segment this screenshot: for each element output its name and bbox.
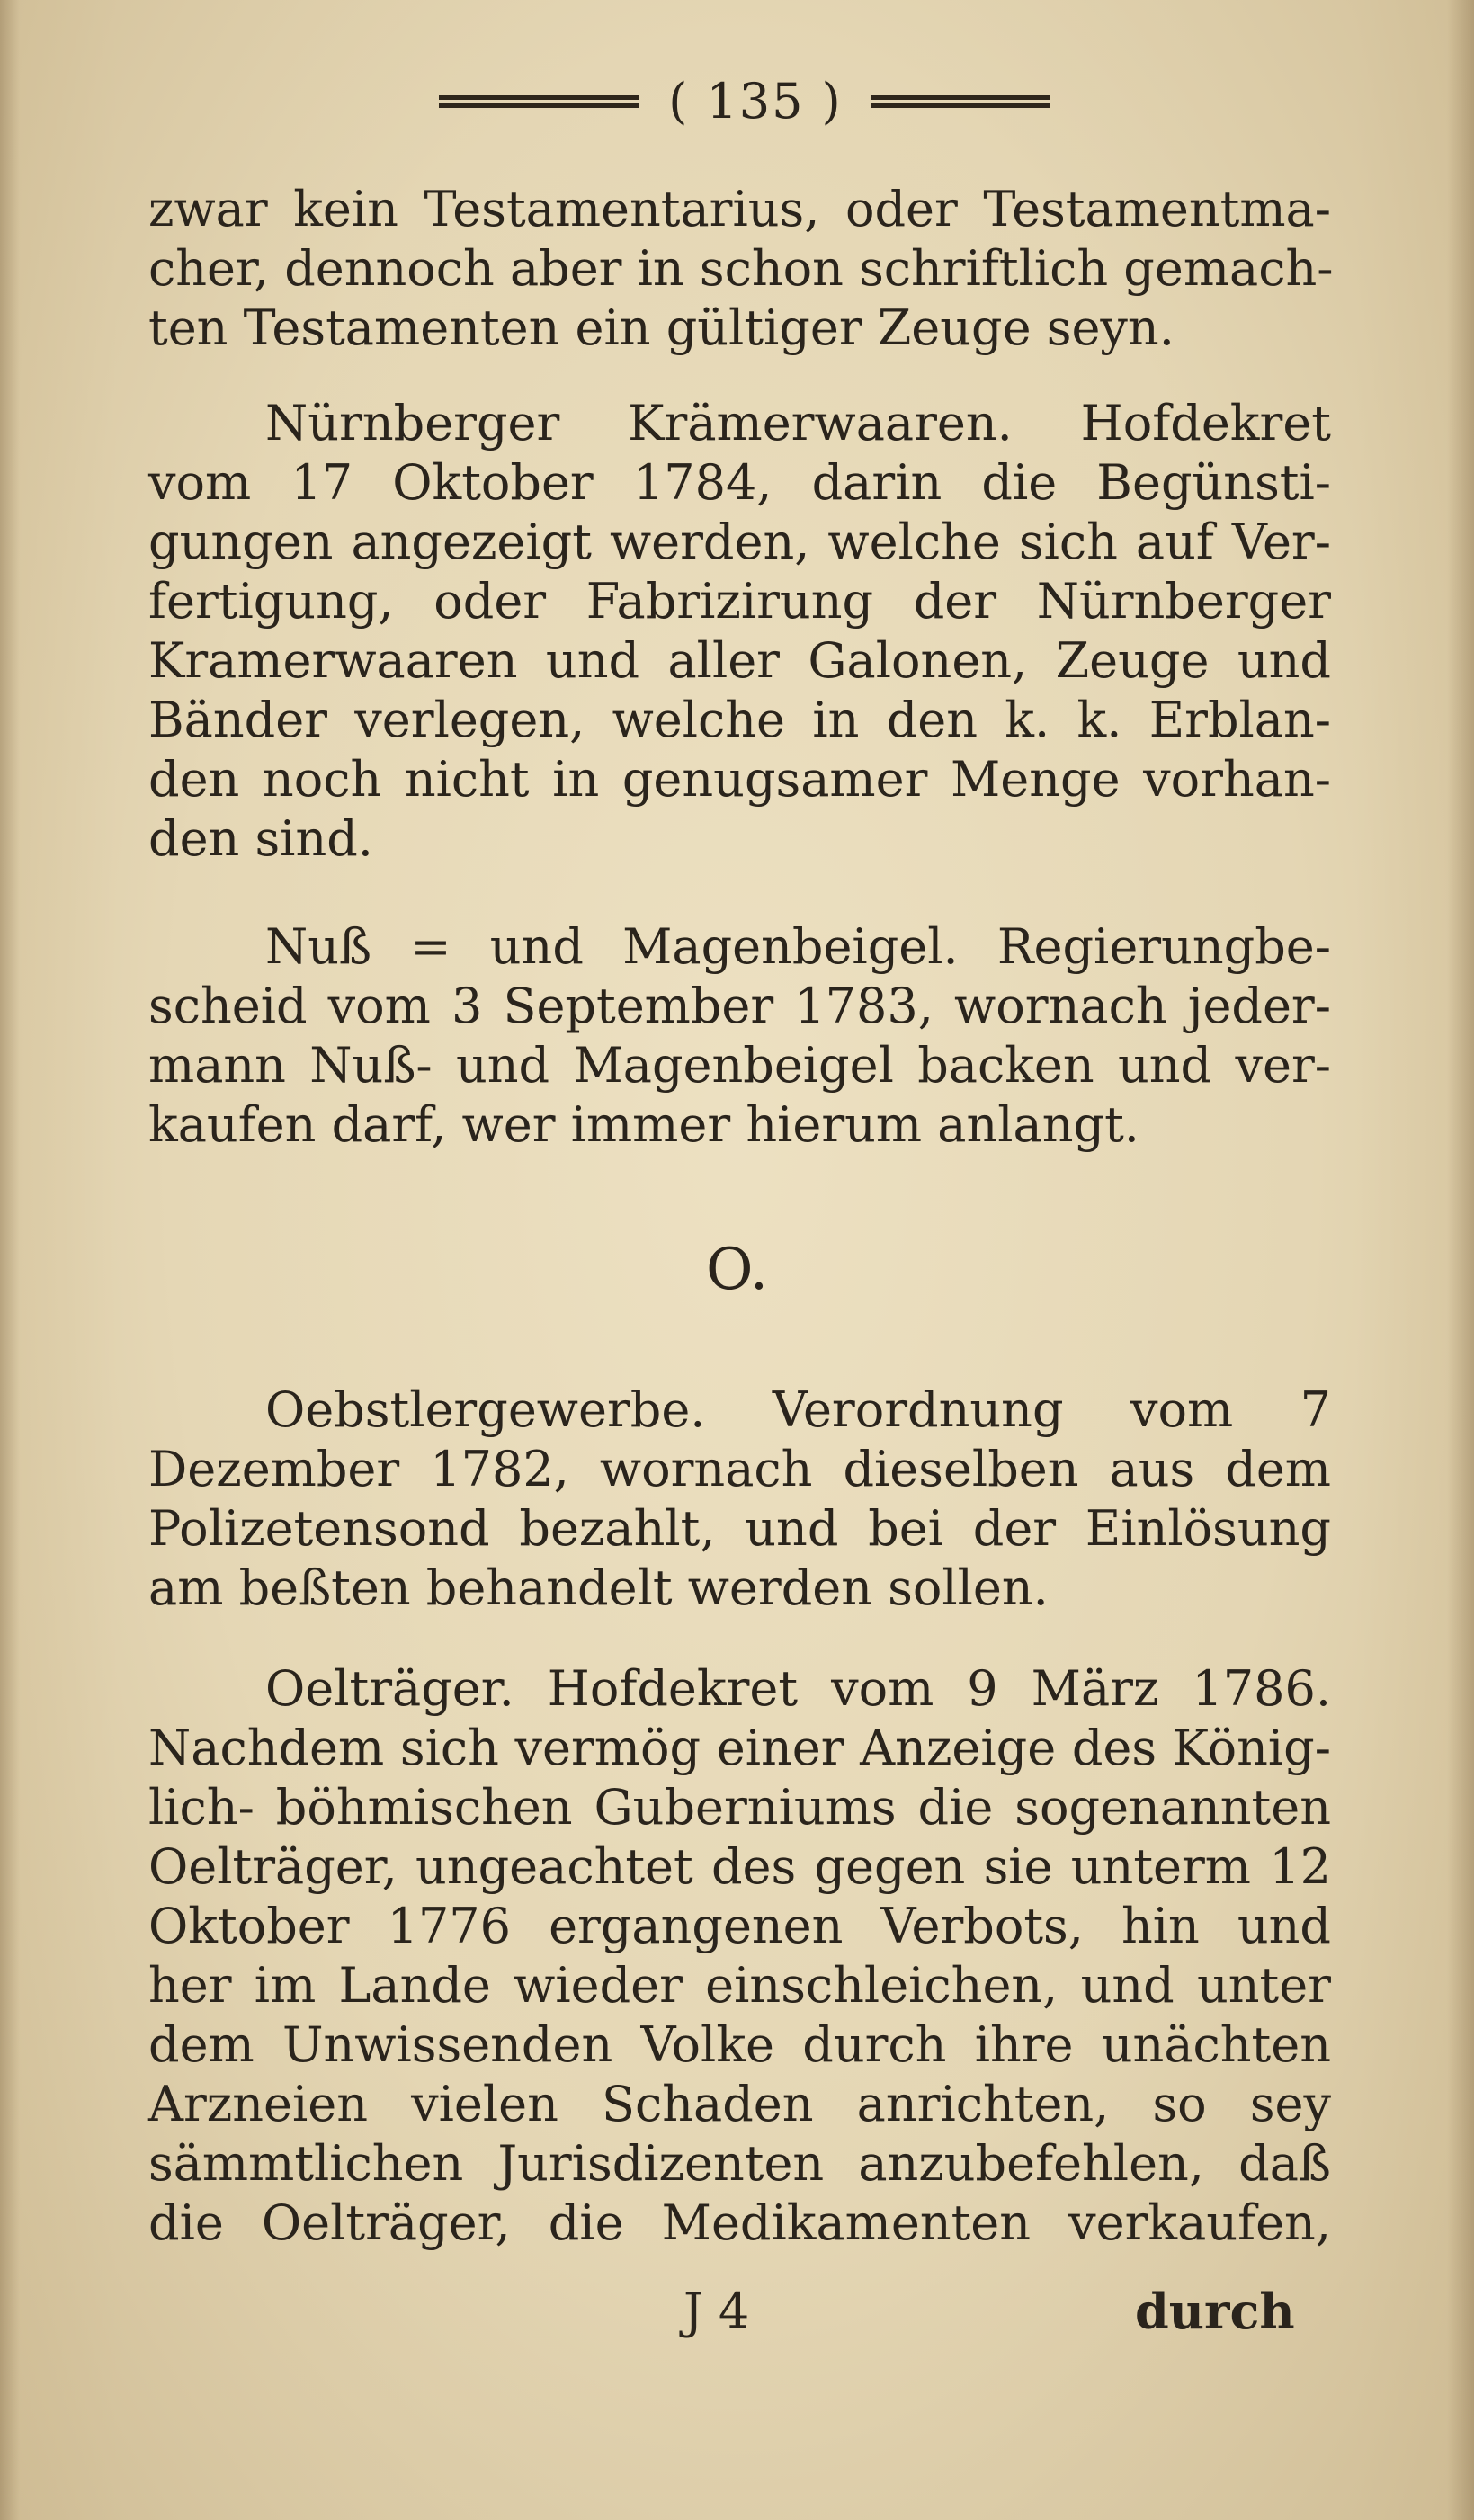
text-line: fertigung, oder Fabrizirung der Nürnberger <box>148 573 1331 630</box>
text-line: ten Testamenten ein gültiger Zeuge seyn. <box>148 299 1175 356</box>
text-line: her im Lande wieder einschleichen, und unter <box>148 1957 1331 2014</box>
page-header <box>0 70 1474 133</box>
text-line: Nuß = und Magenbeigel. Regierungbe- <box>265 918 1331 975</box>
text-line: Nürnberger Krämerwaaren. Hofdekret <box>265 395 1331 451</box>
text-line: lich- böhmischen Guberniums die sogenannten <box>148 1779 1331 1836</box>
text-line: Oebstlergewerbe. Verordnung vom 7 <box>265 1381 1331 1438</box>
text-line: dem Unwissenden Volke durch ihre unächten <box>148 2016 1331 2073</box>
text-line: Arzneien vielen Schaden anrichten, so sey <box>148 2076 1331 2132</box>
catchword: durch <box>1135 2283 1295 2340</box>
page-number: ( 135 ) <box>668 73 843 130</box>
paragraph-5 <box>148 1659 1331 2253</box>
text-line: Polizetensond bezahlt, und bei der Einlösung <box>148 1500 1331 1557</box>
text-line: den noch nicht in genugsamer Menge vorhan- <box>148 751 1331 808</box>
paragraph-1 <box>148 180 1334 358</box>
text-line: die Oelträger, die Medikamenten verkaufen, <box>148 2194 1331 2251</box>
text-line: Dezember 1782, wornach dieselben aus dem <box>148 1441 1331 1497</box>
text-line: Bänder verlegen, welche in den k. k. Erblan- <box>148 692 1331 748</box>
text-line: sämmtlichen Jurisdizenten anzubefehlen, daß <box>148 2135 1331 2192</box>
section-heading: O. <box>705 1237 769 1303</box>
paragraph-4 <box>148 1381 1331 1618</box>
text-line: scheid vom 3 September 1783, wornach jeder- <box>148 978 1331 1034</box>
header-rule-left <box>439 95 639 108</box>
text-line: Oktober 1776 ergangenen Verbots, hin und <box>148 1898 1331 1954</box>
text-line: Oelträger, ungeachtet des gegen sie unterm 12 <box>148 1838 1331 1895</box>
text-line: Oelträger. Hofdekret vom 9 März 1786. <box>265 1660 1331 1717</box>
text-line: vom 17 Oktober 1784, darin die Begünsti- <box>148 454 1331 511</box>
text-line: zwar kein Testamentarius, oder Testamentma- <box>148 181 1331 237</box>
text-line: am beßten behandelt werden sollen. <box>148 1559 1049 1616</box>
paragraph-3 <box>148 917 1331 1155</box>
text-line: cher, dennoch aber in schon schriftlich gemach- <box>148 240 1334 297</box>
paragraph-2 <box>148 394 1331 869</box>
text-line: gungen angezeigt werden, welche sich auf Ver- <box>148 514 1331 570</box>
header-rule-right <box>871 95 1050 108</box>
text-line: kaufen darf, wer immer hierum anlangt. <box>148 1096 1139 1153</box>
signature-mark: J 4 <box>683 2283 750 2339</box>
text-line: Nachdem sich vermög einer Anzeige des König- <box>148 1720 1331 1776</box>
text-line: den sind. <box>148 810 373 867</box>
text-line: Kramerwaaren und aller Galonen, Zeuge und <box>148 632 1331 689</box>
page-footer <box>0 2280 1474 2343</box>
text-line: mann Nuß- und Magenbeigel backen und ver- <box>148 1037 1331 1094</box>
